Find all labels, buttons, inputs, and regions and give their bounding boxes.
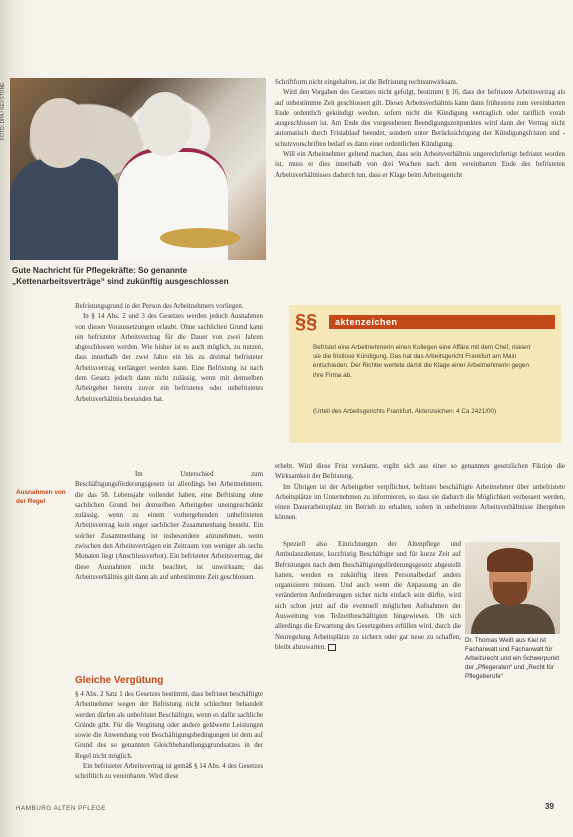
paragraph: Im Unterschied zum Beschäftigungsförderungsgesetz ist allerdings bei Arbeitnehmern, die das 58. Lebensjahr vollendet haben, eine Befristung ohne sachlichen Grund bei demselben Arbeitgeber uneingeschränkt zulässig, wenn zu einem vorhergehenden unbefristeten Arbeitsvertrag kein enger sachlicher Zusammenhang besteht. Ein solcher Zusammenhang ist insbesondere anzunehmen, wenn zwischen den Arbeitsverträgen ein Zeitraum von weniger als sechs Monaten liegt (Anschlussverbot). Ein befristeter Arbeitsvertrag, der diese Ausnahmen nicht beachtet, ist unwirksam; das Arbeitsverhältnis gilt dann als auf unbestimmte Zeit geschlossen. — [75, 471, 263, 581]
paragraph-sign-icon: §§ — [295, 311, 318, 333]
paragraph: erhebt. Wird diese Frist versäumt, ergibt sich aus einer so genannten gesetzlichen Fiktion die Wirksamkeit der Befristung. — [275, 463, 565, 481]
paragraph-text: Speziell also Einrichtungen der Altenpflege und Ambulanzdienste, kurzfristig Beschäftigte und für kurze Zeit auf Befristungen nach dem Beschäftigungsförderungsgesetz abgestellt hatten, werden es zukünftig ihren Personalbedarf anders organisieren müssen. Und auch wenn die Anpassung an die veränderten Anforderungen sicher nicht einfach sein dürfte, wird sich schon jetzt auf die eventuell möglichen Aufnahmen der Ausweitung von Teilzeitbeschäftigten hingewiesen. Ob sich allerdings die Erwartung des Gesetzgebers erfüllen wird, durch die Neuregelung Arbeitsplätze zu sichern oder gar neue zu schaffen, bleibt abzuwarten. — [275, 541, 461, 651]
paragraph: Schriftform nicht eingehalten, ist die Befristung rechtsunwirksam. — [275, 79, 458, 86]
box-header — [289, 311, 561, 333]
paragraph — [275, 540, 461, 653]
page-number: 39 — [545, 802, 554, 811]
paragraph: Ein befristeter Arbeitsvertrag ist gemäß § 14 Abs. 4 des Gesetzes schriftlich zu vereinbaren. Wird diese — [75, 763, 263, 781]
paragraph: Wird den Vorgaben des Gesetzes nicht gefolgt, bestimmt § 16, dass der befristete Arbeitsvertrag als auf unbestimmte Zeit geschlossen gilt. Dieses Arbeitsverhältnis kann dann frühestens zum vereinbarten Ende ordentlich gekündigt werden, sofern nicht die Kündigung vertraglich oder tariflich vorab ausgeschlossen ist. Am Ende des vorgesehenen Beendigungszeitpunktes wird dann der Vertrag nicht automatisch durch Fristablauf beendet, sondern unter Berücksichtigung der Kündigungsfristen und -schutzvorschriften bedarf es dann einer ordentlichen Kündigung. — [275, 89, 565, 148]
portrait-caption: Dr. Thomas Weiß aus Kiel ist Fachanwalt und Fachanwalt für Arbeitsrecht und ein Schwerpunkt der „Pflegeraten“ und „Recht für Pflegeberufe“ — [465, 637, 560, 680]
section-heading: Gleiche Vergütung — [75, 675, 164, 686]
paragraph: In § 14 Abs. 2 und 3 des Gesetzes werden jedoch Ausnahmen von diesen Voraussetzungen erlaubt. Ohne sachlichen Grund kann ein befristeter Arbeitsvertrag für die Dauer von zwei Jahren abgeschlossen werden. Wie bisher ist es auch möglich, zu nutzen, dass innerhalb der zwei Jahre ein bis zu dreimal befristeter Arbeitsvertrag verlängert werden kann. Eine Befristung ist nach dem Gesetz jedoch dann nicht zulässig, wenn mit demselben Arbeitgeber bereits zuvor ein befristetes oder unbefristetes Arbeitsverhältnis bestanden hat. — [75, 313, 263, 403]
paragraph: § 4 Abs. 2 Satz 1 des Gesetzes bestimmt, dass befristet beschäftigte Arbeitnehmer wegen der Befristung nicht schlechter behandelt werden dürfen als unbefristet Beschäftigte, wenn es dafür sachliche Gründe gibt. Für die Vergütung oder andere geldwerte Leistungen sowie die Anwendung von Beschäftigungsbedingungen ist dem auf Grund des so genannten Gleichbehandlungsgrundsatzes in der Regel nicht möglich. — [75, 691, 263, 760]
sidebar-label: Ausnahmen von der Regel — [16, 489, 66, 505]
column-left-top — [75, 302, 263, 405]
box-source: (Urteil des Arbeitsgerichts Frankfurt, Aktenzeichen: 4 Ca 2421/00) — [313, 408, 497, 415]
column-right-top — [275, 78, 565, 181]
column-right-narrow — [275, 540, 461, 653]
column-right-mid — [275, 462, 565, 524]
photo-care-scene — [10, 78, 266, 260]
author-portrait — [465, 542, 560, 634]
footer-magazine-name: HAMBURG ALTEN PFLEGE — [16, 805, 107, 812]
aktenzeichen-box — [289, 305, 561, 443]
box-text: Befristet eine Arbeitnehmerin einen Kollegen eine Affäre mit dem Chef, riskiert sie die fristlose Kündigung. Das hat das Arbeitsgericht Frankfurt am Main entschieden. Der Richter wertete damit die Klage einer Arbeitnehmerin gegen ihre Firma ab. — [313, 344, 531, 379]
box-title: aktenzeichen — [329, 315, 555, 329]
photo-caption: Gute Nachricht für Pflegekräfte: So genannte „Kettenarbeitsverträge“ sind zukünftig ausgeschlossen — [12, 266, 229, 286]
paragraph: Im Übrigen ist der Arbeitgeber verpflichtet, befristet beschäftigte Arbeitnehmer über unbefristete Arbeitsplätze im Unternehmen zu informieren, so dass sie dadurch die Möglichkeit verbessert werden, einen Dauerarbeitsplatz im Betrieb zu erhalten, sofern in unbefristete Arbeitsverhältnisse übergehen können. — [275, 483, 565, 522]
photo-credit: FOTO: DPA / KEYSTONE — [0, 82, 6, 140]
end-mark-icon — [328, 644, 336, 651]
paragraph: Befristungsgrund in der Person des Arbeitnehmers vorliegen. — [75, 303, 244, 310]
column-left-bottom — [75, 690, 263, 783]
column-left-lower — [75, 470, 263, 583]
paragraph: Will ein Arbeitnehmer geltend machen, dass sein Arbeitsverhältnis ungerechtfertigt befristet worden ist, muss er dies innerhalb von drei Wochen nach dem vereinbarten Ende des befristeten Arbeitsverhältnisses dadurch tun, dass er Klage beim Arbeitsgericht — [275, 151, 565, 179]
